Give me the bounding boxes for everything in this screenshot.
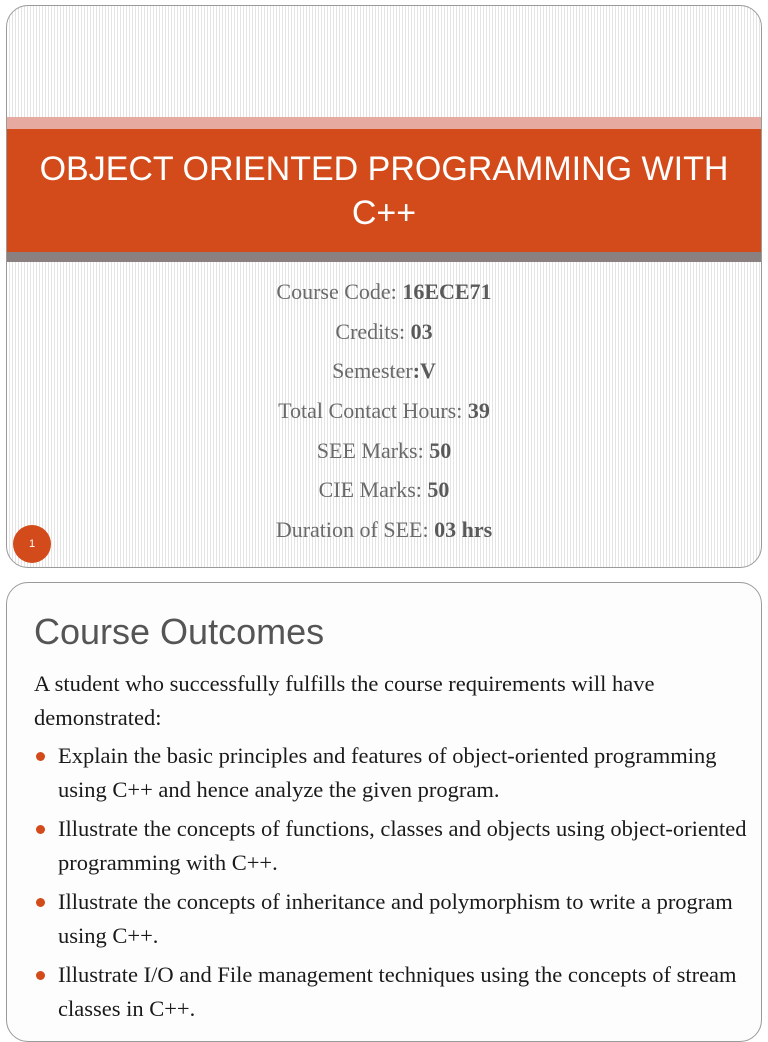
outcomes-list: [34, 739, 754, 1031]
bullet-dot-icon: [36, 971, 45, 980]
info-value: 03: [410, 318, 433, 344]
info-label: Total Contact Hours:: [278, 398, 468, 424]
contact-hours-line: [7, 391, 761, 431]
credits-line: [7, 312, 761, 352]
title-slide: [6, 5, 762, 568]
bullet-dot-icon: [36, 825, 45, 834]
info-label: Duration of SEE:: [275, 517, 435, 543]
bullet-text: Illustrate the concepts of inheritance and polymorphism to write a program using C++.: [58, 889, 733, 948]
outcomes-intro: A student who successfully fulfills the course requirements will have demonstrated:: [34, 671, 655, 730]
outcomes-heading: Course Outcomes: [34, 611, 325, 652]
list-item: [34, 812, 754, 880]
info-value: 50: [429, 437, 452, 463]
info-value: 50: [427, 477, 450, 503]
see-duration-line: [7, 510, 761, 550]
info-value: 03 hrs: [434, 517, 493, 543]
course-info: [7, 272, 761, 550]
title-bar: [7, 129, 761, 252]
bullet-text: Illustrate I/O and File management techniques using the concepts of stream classes in C++.: [58, 962, 737, 1021]
see-marks-line: [7, 431, 761, 471]
list-item: [34, 739, 754, 807]
info-value: 16ECE71: [402, 279, 492, 304]
info-value: :V: [412, 358, 436, 384]
course-code-line: [7, 272, 761, 312]
info-label: Semester: [332, 358, 413, 384]
bullet-dot-icon: [36, 898, 45, 907]
bullet-text: Explain the basic principles and features of object-oriented programming using C++ and hence analyze the given program.: [58, 743, 717, 802]
bullet-dot-icon: [36, 752, 45, 761]
info-label: SEE Marks:: [316, 437, 430, 463]
page-number-badge: 1: [13, 525, 51, 563]
info-label: Credits:: [335, 318, 411, 344]
title-band-top: [7, 117, 761, 129]
info-label: Course Code:: [276, 279, 403, 304]
title-band-bottom: [7, 252, 761, 262]
list-item: [34, 885, 754, 953]
slide-title: OBJECT ORIENTED PROGRAMMING WITH C++: [39, 149, 729, 232]
list-item: [34, 958, 754, 1026]
semester-line: [7, 351, 761, 391]
info-label: CIE Marks:: [318, 477, 428, 503]
cie-marks-line: [7, 470, 761, 510]
info-value: 39: [467, 398, 490, 424]
bullet-text: Illustrate the concepts of functions, classes and objects using object-oriented programming with C++.: [58, 816, 747, 875]
outcomes-slide: [6, 582, 762, 1042]
